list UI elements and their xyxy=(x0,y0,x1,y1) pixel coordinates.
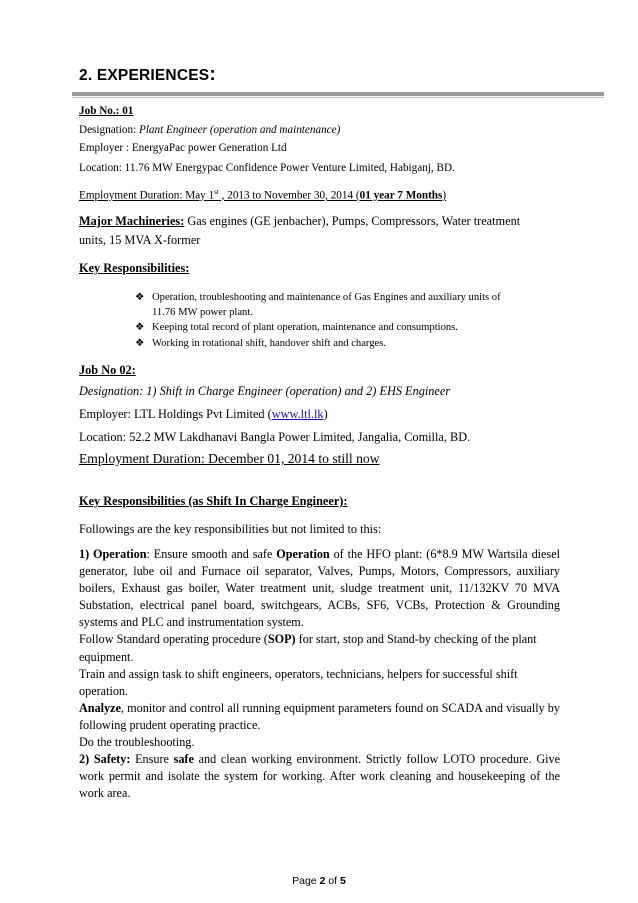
section-name: EXPERIENCES xyxy=(96,67,210,84)
job2-key-resp-heading: Key Responsibilities (as Shift In Charge Engineer): xyxy=(79,494,348,508)
job2-employer-pre: Employer: LTL Holdings Pvt Limited ( xyxy=(79,407,272,421)
operation-text-a: : Ensure smooth and safe xyxy=(146,547,277,561)
job1-machinery-text: Gas engines (GE jenbacher), Pumps, Compressors, Water treatment xyxy=(184,214,521,228)
sop-bold: SOP) xyxy=(267,632,296,647)
diamond-bullet-icon: ❖ xyxy=(135,338,145,349)
job2-responsibilities xyxy=(79,546,560,802)
sop-paragraph xyxy=(79,631,560,665)
diamond-bullet-icon: ❖ xyxy=(135,292,145,303)
section-number: 2. xyxy=(79,67,93,84)
job1-designation-label: Designation: xyxy=(79,124,139,136)
job1-location: Location: 11.76 MW Energypac Confidence Power Venture Limited, Habiganj, BD. xyxy=(79,162,455,174)
job1-machinery-cont: units, 15 MVA X-former xyxy=(79,233,201,247)
job1-designation xyxy=(79,123,340,137)
job1-bullet-2: Keeping total record of plant operation, maintenance and consumptions. xyxy=(152,322,458,333)
section-divider-thin xyxy=(72,97,604,98)
job2-duration: Employment Duration: December 01, 2014 to still now xyxy=(79,451,380,466)
page-footer xyxy=(0,875,638,887)
analyze-bold: Analyze xyxy=(79,700,121,715)
footer-total: 5 xyxy=(340,875,346,887)
job1-machinery-label: Major Machineries: xyxy=(79,214,185,228)
safety-text-a: Ensure xyxy=(130,752,174,767)
footer-of: of xyxy=(325,875,341,887)
safety-bold: safe xyxy=(173,752,194,767)
analyze-paragraph xyxy=(79,700,560,734)
footer-page-num: 2 xyxy=(319,875,326,887)
job2-employer-post: ) xyxy=(323,407,328,421)
section-colon: : xyxy=(209,64,216,85)
safety-paragraph xyxy=(79,751,560,802)
job1-duration xyxy=(79,185,446,203)
job1-duration-bold: 01 year 7 Months xyxy=(359,189,443,202)
train-paragraph: Train and assign task to shift engineers, operators, technicians, helpers for successful shift operation. xyxy=(79,666,518,698)
job2-intro: Followings are the key responsibilities but not limited to this: xyxy=(79,522,382,536)
job2-location: Location: 52.2 MW Lakdhanavi Bangla Power Limited, Jangalia, Comilla, BD. xyxy=(79,430,471,444)
section-divider xyxy=(72,92,604,96)
job1-bullet-3: Working in rotational shift, handover shift and charges. xyxy=(152,338,387,349)
employer-website-link[interactable]: www.ltl.lk xyxy=(271,407,324,421)
job2-employer xyxy=(79,407,328,421)
operation-label: 1) Operation xyxy=(79,547,147,561)
job1-machinery xyxy=(79,214,520,228)
job1-duration-post: ) xyxy=(442,189,447,202)
job1-duration-mid: , 2013 to November 30, 2014 ( xyxy=(218,189,360,202)
section-title xyxy=(79,64,216,86)
footer-page-label: Page xyxy=(292,875,320,887)
job1-duration-pre: Employment Duration: May 1 xyxy=(79,189,215,202)
job1-designation-value: Plant Engineer (operation and maintenance) xyxy=(138,124,341,136)
analyze-text: , monitor and control all running equipment parameters found on SCADA and visually by following prudent operating practice. xyxy=(79,700,560,732)
safety-text-b: and clean working environment. Strictly follow LOTO procedure. Give work permit and isolate the system for working. After work cleaning and housekeeping of the work area. xyxy=(79,752,561,801)
job1-duration-sup: st xyxy=(214,188,219,196)
operation-paragraph xyxy=(79,546,560,631)
job1-bullet-1: Operation, troubleshooting and maintenance of Gas Engines and auxiliary units of xyxy=(152,292,501,303)
operation-bold: Operation xyxy=(276,547,330,561)
job1-heading: Job No.: 01 xyxy=(79,105,134,117)
troubleshooting-paragraph: Do the troubleshooting. xyxy=(79,735,195,750)
job1-key-resp-heading: Key Responsibilities: xyxy=(79,261,190,275)
job2-designation: Designation: 1) Shift in Charge Engineer (operation) and 2) EHS Engineer xyxy=(79,384,451,398)
job2-heading: Job No 02: xyxy=(79,363,136,377)
job1-bullet-1-cont: 11.76 MW power plant. xyxy=(152,307,253,318)
safety-label: 2) Safety: xyxy=(79,752,131,767)
sop-text-b: for start, stop and Stand-by checking of the plant equipment. xyxy=(79,632,537,664)
job1-employer: Employer : EnergyaPac power Generation Ltd xyxy=(79,142,287,154)
diamond-bullet-icon: ❖ xyxy=(135,322,145,333)
sop-text-a: Follow Standard operating procedure ( xyxy=(79,632,268,647)
operation-text-b: of the HFO plant: (6*8.9 MW Wartsila diesel generator, lube oil and Furnace oil separator, Valves, Pumps, Motors, Compressors, auxiliary boilers, Exhaust gas boiler, Water treatment unit, sludge treatment unit, 11/132KV 70 MVA Substation, electrical panel board, switchgears, ACBs, SF6, VCBs, Protection & Grounding systems and PLC and instrumentation system. xyxy=(79,547,560,630)
